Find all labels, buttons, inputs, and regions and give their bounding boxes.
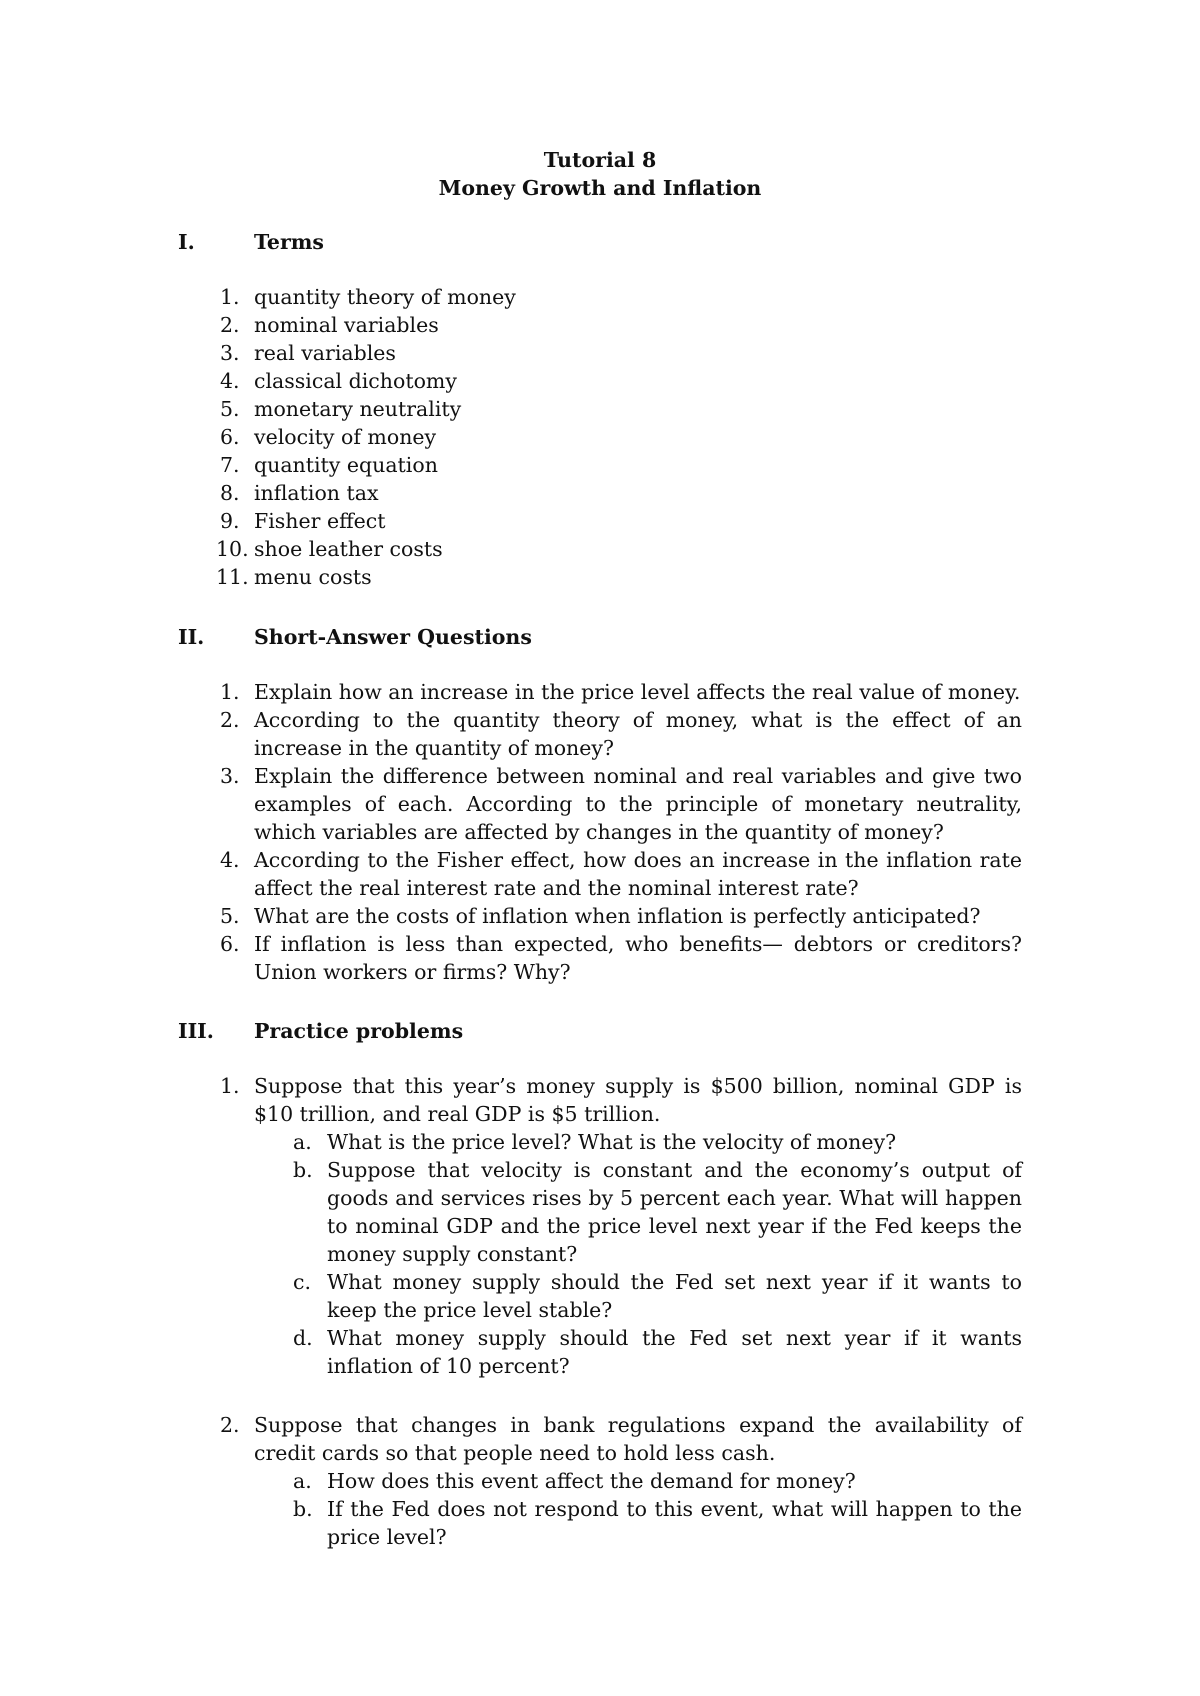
list-item: 2. According to the quantity theory of money, what is the effect of an increase in the quantity of money? (220, 708, 1022, 760)
document-title: Tutorial 8 (543, 148, 657, 172)
section-heading-terms: Terms (254, 230, 324, 254)
practice-problem-2 (220, 1411, 1022, 1551)
list-item: 1. Explain how an increase in the price level affects the real value of money. (220, 680, 1021, 704)
section-heading-practice-problems: Practice problems (254, 1019, 464, 1043)
list-item: 1. Suppose that this year’s money supply is $500 billion, nominal GDP is $10 trillion, and real GDP is $5 trillion. a. What is the price level? What is the velocity of money? b. Suppose that velocity is constant and the economy’s output of goods and services rises by 5 percent each year. What will happen to nominal GDP and the price level next year if the Fed keeps the money supply constant? c. What money supply should the Fed set next year if it wants to keep the price level stable? d. What money supply should the Fed set next year if it wants inflation of 10 percent? (220, 1074, 1022, 1378)
list-item: 4. According to the Fisher effect, how does an increase in the inflation rate affect the real interest rate and the nominal interest rate? (220, 848, 1022, 900)
list-item: 4. classical dichotomy (220, 369, 457, 393)
list-item: 7. quantity equation (220, 453, 438, 477)
list-item: 11. menu costs (216, 565, 372, 589)
list-item: 2. Suppose that changes in bank regulations expand the availability of credit cards so that people need to hold less cash. a. How does this event affect the demand for money? b. If the Fed does not respond to this event, what will happen to the price level? (220, 1413, 1022, 1549)
list-item: d. What money supply should the Fed set next year if it wants inflation of 10 percent? (293, 1326, 1022, 1378)
list-item: 3. Explain the difference between nominal and real variables and give two examples of each. According to the principle of monetary neutrality, which variables are affected by changes in the quantity of money? (220, 764, 1022, 844)
terms-list (216, 283, 1022, 591)
list-item: 8. inflation tax (220, 481, 379, 505)
list-item: 2. nominal variables (220, 313, 439, 337)
list-item: 5. What are the costs of inflation when inflation is perfectly anticipated? (220, 904, 981, 928)
section-numeral: I. (178, 230, 195, 254)
list-item: c. What money supply should the Fed set next year if it wants to keep the price level stable? (293, 1270, 1022, 1322)
list-item: 3. real variables (220, 341, 396, 365)
list-item: 6. If inflation is less than expected, who benefits— debtors or creditors? Union workers or firms? Why? (220, 932, 1022, 984)
list-item: b. Suppose that velocity is constant and the economy’s output of goods and services rises by 5 percent each year. What will happen to nominal GDP and the price level next year if the Fed keeps the money supply constant? (293, 1158, 1022, 1266)
list-item: 5. monetary neutrality (220, 397, 462, 421)
practice-problem-1 (220, 1072, 1022, 1380)
short-answer-list (220, 678, 1022, 986)
list-item: 1. quantity theory of money (220, 285, 516, 309)
document-subtitle: Money Growth and Inflation (438, 176, 762, 200)
list-item: a. How does this event affect the demand for money? (293, 1469, 856, 1493)
sub-question-list (254, 1128, 1022, 1380)
section-numeral: III. (178, 1019, 214, 1043)
section-numeral: II. (178, 625, 205, 649)
list-item: b. If the Fed does not respond to this event, what will happen to the price level? (293, 1497, 1022, 1549)
sub-question-list (254, 1467, 1022, 1551)
list-item: 10. shoe leather costs (216, 537, 443, 561)
list-item: 6. velocity of money (220, 425, 437, 449)
list-item: 9. Fisher effect (220, 509, 386, 533)
list-item: a. What is the price level? What is the velocity of money? (293, 1130, 897, 1154)
section-heading-short-answer: Short-Answer Questions (254, 625, 532, 649)
